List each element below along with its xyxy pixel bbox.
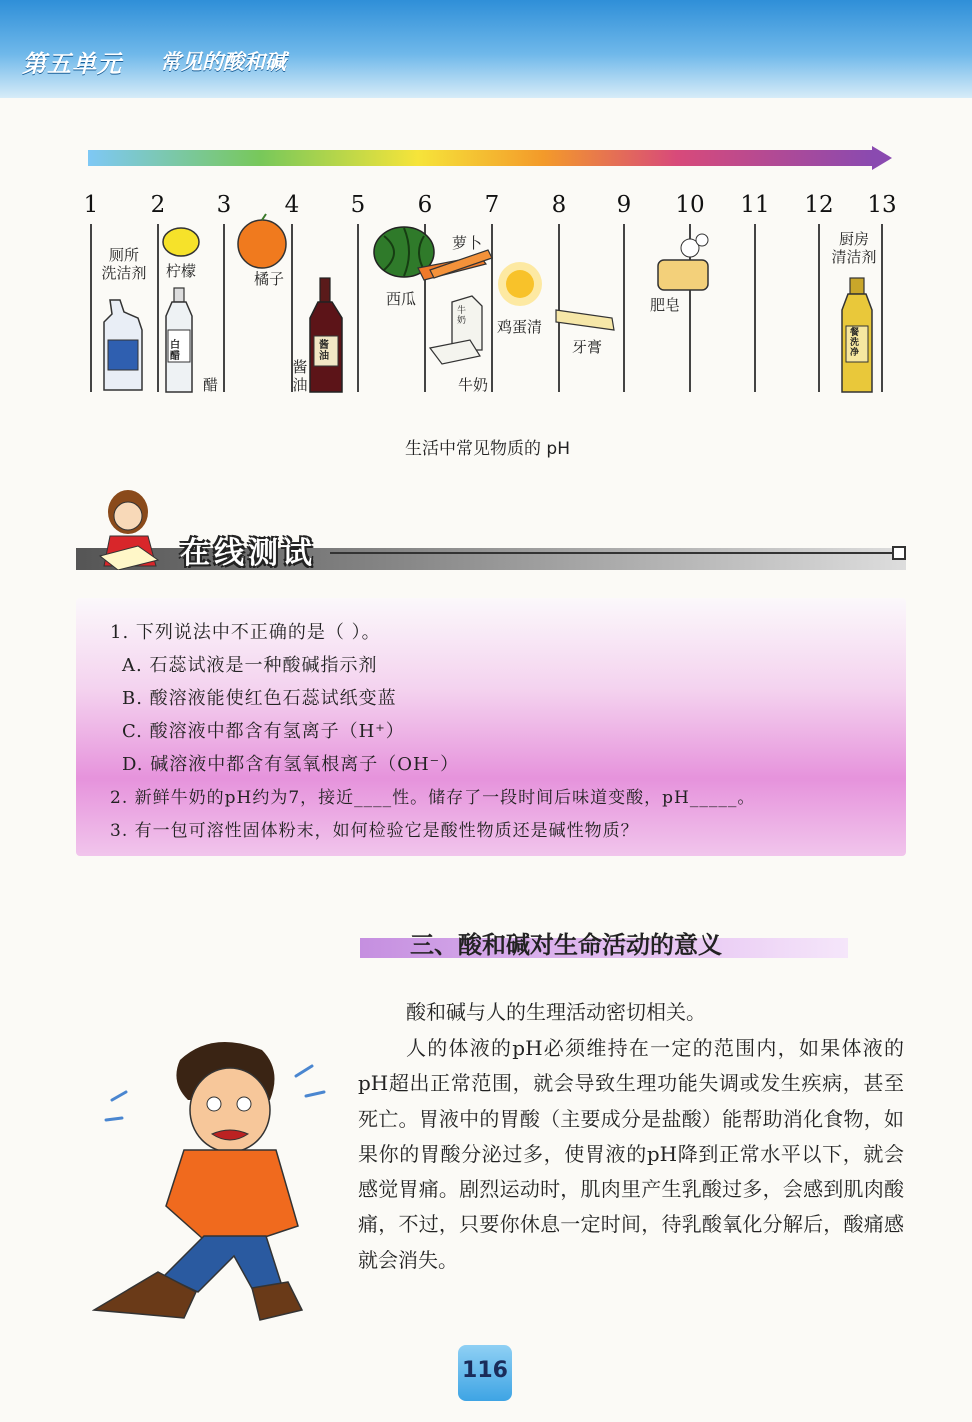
quiz-header-line: [330, 552, 895, 554]
label-vinegar: 醋: [203, 376, 219, 394]
quiz-question-1: 1. 下列说法中不正确的是（ ）。: [110, 622, 381, 643]
ph-tick-8: 8: [551, 192, 567, 218]
label-soy-sauce: 酱油: [292, 358, 308, 394]
label-toothpaste: 牙膏: [572, 338, 603, 356]
label-soy-bottle-text: 酱油: [319, 340, 329, 362]
ph-tick-5: 5: [350, 192, 366, 218]
lemon-icon: [163, 228, 199, 256]
label-watermelon: 西瓜: [386, 290, 417, 308]
ph-tick-4: 4: [284, 192, 300, 218]
ph-tick-11: 11: [740, 192, 770, 218]
label-kitchen-cleaner: 厨房 清洁剂: [831, 230, 877, 266]
unit-title: 常见的酸和碱: [160, 50, 286, 74]
label-vinegar-bottle-text: 白醋: [170, 340, 180, 362]
milk-carton-icon: [430, 296, 482, 364]
quiz-question-3: 3. 有一包可溶性固体粉末，如何检验它是酸性物质还是碱性物质？: [110, 821, 639, 841]
ph-tick-2: 2: [150, 192, 166, 218]
toilet-cleaner-bottle-icon: [104, 300, 142, 390]
running-boy-illustration: [92, 1030, 332, 1330]
ph-tick-1: 1: [83, 192, 99, 218]
quiz-title: 在线测试: [180, 536, 316, 571]
ph-tick-6: 6: [417, 192, 433, 218]
ph-tick-10: 10: [675, 192, 705, 218]
quiz-option-c: C. 酸溶液中都含有氢离子（H⁺）: [122, 721, 405, 742]
label-milk-carton-text: 牛奶: [457, 306, 467, 326]
quiz-header-square-icon: [892, 546, 906, 560]
ph-tick-7: 7: [484, 192, 500, 218]
label-orange: 橘子: [254, 270, 285, 288]
quiz-option-a: A. 石蕊试液是一种酸碱指示剂: [122, 655, 378, 676]
section-paragraph-2: 人的体液的pH必须维持在一定的范围内，如果体液的pH超出正常范围，就会导致生理功能失调或发生疾病，甚至死亡。胃液中的胃酸（主要成分是盐酸）能帮助消化食物，如果你的胃酸分泌过多，使胃液的pH降到正常水平以下，就会感觉胃痛。剧烈运动时，肌肉里产生乳酸过多，会感到肌肉酸痛，不过，只要你休息一定时间，待乳酸氧化分解后，酸痛感就会消失。: [358, 1036, 904, 1272]
label-toilet-cleaner: 厕所 洗洁剂: [101, 246, 147, 282]
figure-caption: 生活中常见物质的 pH: [405, 439, 570, 459]
label-radish: 萝卜: [452, 234, 483, 252]
ph-item-illustrations: [0, 0, 972, 420]
egg-icon: [498, 262, 542, 306]
ph-tick-13: 13: [867, 192, 897, 218]
girl-writing-icon: [98, 486, 168, 570]
quiz-option-b: B. 酸溶液能使红色石蕊试纸变蓝: [122, 688, 397, 709]
page-number: 116: [462, 1358, 508, 1383]
ph-tick-3: 3: [216, 192, 232, 218]
label-lemon: 柠檬: [166, 262, 197, 280]
soap-icon: [658, 234, 708, 290]
section-title: 三、酸和碱对生命活动的意义: [410, 931, 722, 959]
quiz-question-2: 2. 新鲜牛奶的pH约为7，接近____性。储存了一段时间后味道变酸，pH_____。: [110, 788, 756, 808]
ph-tick-12: 12: [804, 192, 834, 218]
quiz-option-d: D. 碱溶液中都含有氢氧根离子（OH⁻）: [122, 754, 460, 775]
orange-icon: [238, 214, 286, 268]
label-kitchen-bottle-text: 餐洗净: [850, 328, 860, 358]
unit-label: 第五单元: [22, 50, 122, 78]
soy-sauce-bottle-icon: [310, 278, 342, 392]
toothpaste-icon: [556, 310, 614, 330]
label-milk: 牛奶: [458, 376, 489, 394]
ph-tick-9: 9: [616, 192, 632, 218]
label-soap: 肥皂: [650, 296, 681, 314]
label-egg-white: 鸡蛋清: [497, 318, 543, 336]
section-paragraph-1: 酸和碱与人的生理活动密切相关。: [406, 1000, 706, 1024]
